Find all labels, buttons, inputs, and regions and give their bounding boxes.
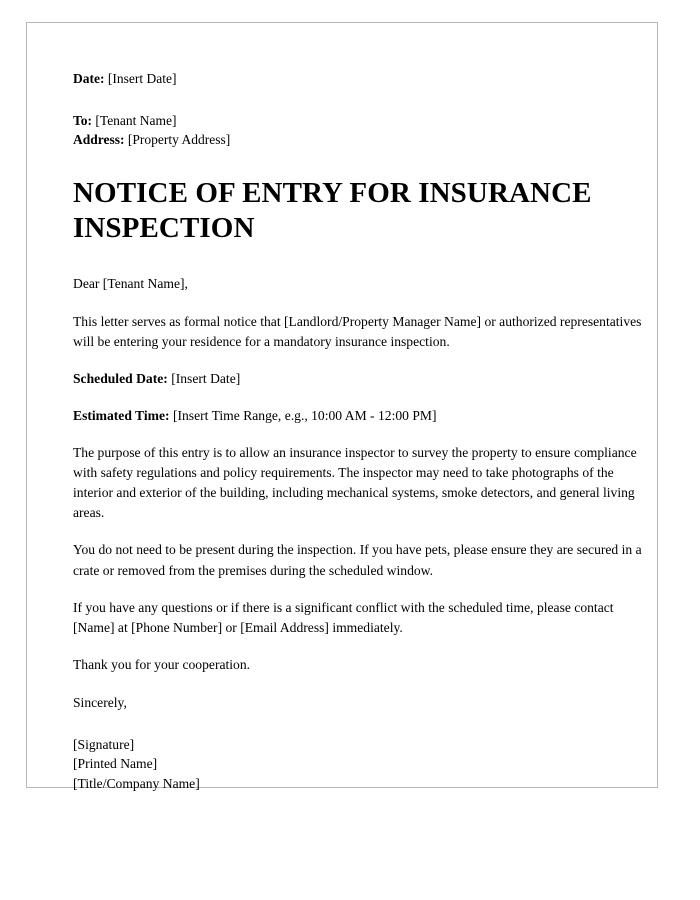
spacer-before-title <box>73 150 653 176</box>
salutation: Dear [Tenant Name], <box>73 276 188 292</box>
document-sheet <box>26 22 658 791</box>
spacer-after-date <box>73 89 653 111</box>
scheduled-date-value: [Insert Date] <box>171 370 241 386</box>
scheduled-date-field <box>73 369 653 389</box>
closing-line: Sincerely, <box>73 694 127 710</box>
to-label: To: <box>73 112 93 128</box>
address-line <box>73 130 653 150</box>
document-body <box>73 69 653 793</box>
scheduled-date-label: Scheduled Date: <box>73 370 168 386</box>
estimated-time-value: [Insert Time Range, e.g., 10:00 AM - 12:00 PM] <box>172 407 437 423</box>
signature-placeholder: [Signature] <box>73 737 135 753</box>
printed-name-placeholder: [Printed Name] <box>73 756 158 772</box>
contact-paragraph: If you have any questions or if there is a significant conflict with the scheduled time, please contact [Name] at [Phone Number] or [Email Address] immediately. <box>73 599 614 635</box>
date-value: [Insert Date] <box>107 71 177 86</box>
date-label: Date: <box>73 71 105 86</box>
address-value: [Property Address] <box>127 132 231 148</box>
intro-paragraph: This letter serves as formal notice that [Landlord/Property Manager Name] or authorized representatives will be entering your residence for a mandatory insurance inspection. <box>73 313 642 349</box>
page-title: NOTICE OF ENTRY FOR INSURANCE INSPECTION <box>73 176 592 245</box>
to-value: [Tenant Name] <box>95 112 177 128</box>
address-label: Address: <box>73 132 125 148</box>
estimated-time-label: Estimated Time: <box>73 407 170 423</box>
thanks-paragraph: Thank you for your cooperation. <box>73 656 251 672</box>
purpose-paragraph: The purpose of this entry is to allow an insurance inspector to survey the property to ensure compliance with safety regulations and policy requirements. The inspector may need to take photographs of the interior and exterior of the building, including mechanical systems, smoke detectors, and general living areas. <box>73 444 637 521</box>
spacer-after-title <box>73 246 653 274</box>
date-line <box>73 69 653 89</box>
title-company-placeholder: [Title/Company Name] <box>73 775 200 791</box>
presence-paragraph: You do not need to be present during the inspection. If you have pets, please ensure they are secured in a crate or removed from the premises during the scheduled window. <box>73 542 642 578</box>
signature-block <box>73 735 653 793</box>
recipient-line <box>73 111 653 131</box>
estimated-time-field <box>73 406 653 426</box>
